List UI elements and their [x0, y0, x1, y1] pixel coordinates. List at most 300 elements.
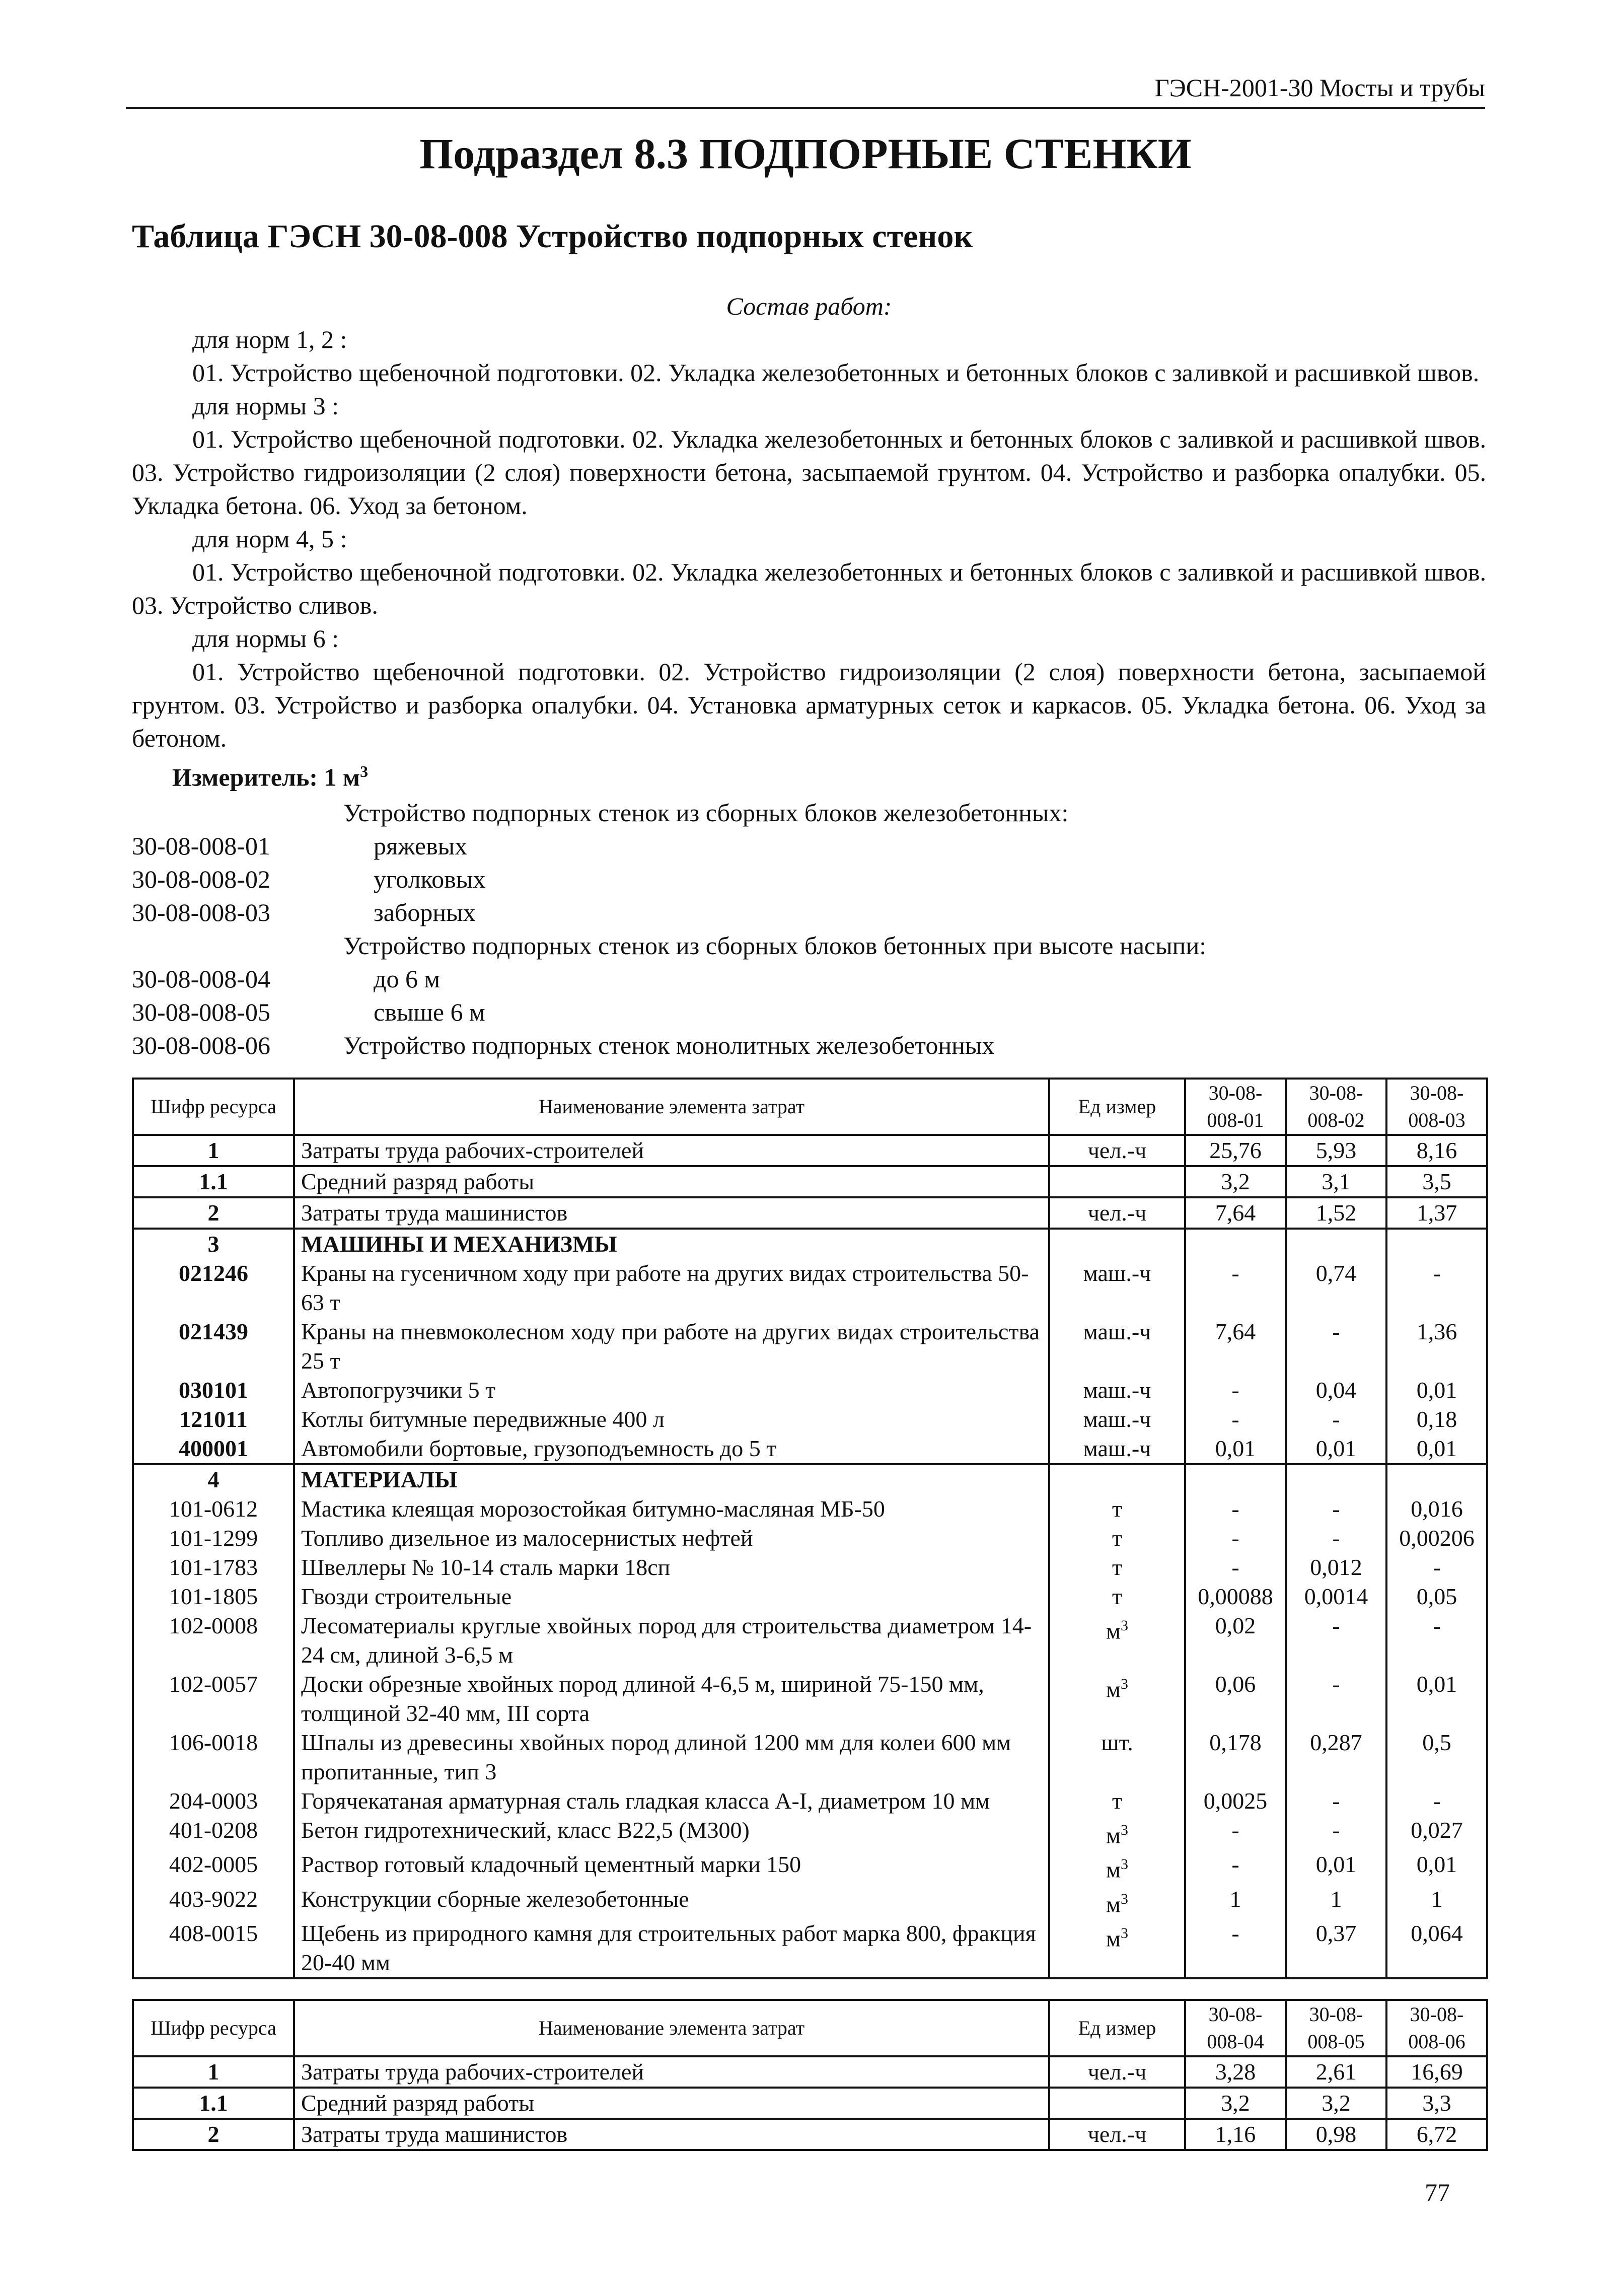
resource-unit [1049, 1229, 1185, 1259]
resource-code-text: 106-0018 [169, 1730, 258, 1755]
resource-name-text: МАШИНЫ И МЕХАНИЗМЫ [301, 1231, 617, 1257]
norm-value-text: - [1231, 1554, 1239, 1580]
resource-code-text: 102-0057 [169, 1671, 258, 1697]
resource-name-text: Щебень из природного камня для строительных работ марка 800, фракция 20-40 мм [301, 1920, 1036, 1975]
norm-value [1185, 1728, 1286, 1786]
resource-code-text: 3 [207, 1231, 219, 1257]
table-row [133, 1229, 1487, 1259]
resource-name-text: Конструкции сборные железобетонные [301, 1886, 689, 1912]
work-composition-heading: Состав работ: [726, 292, 892, 320]
table-header-row [133, 1079, 1487, 1135]
cost-table-2 [132, 1999, 1488, 2151]
norm-value [1286, 1259, 1386, 1317]
norm-name: ряжевых [374, 831, 468, 860]
resource-unit [1049, 1850, 1185, 1884]
resource-unit [1049, 1317, 1185, 1376]
norm-value-text: - [1433, 1260, 1441, 1286]
norm-value [1386, 1464, 1487, 1494]
norm-value [1185, 1919, 1286, 1978]
norm-value [1286, 1405, 1386, 1434]
resource-name [294, 1405, 1049, 1434]
norm-code: 30-08-008-02 [132, 865, 270, 893]
resource-name [294, 1135, 1049, 1166]
page-number: 77 [1425, 2178, 1450, 2206]
norm-value-text: 1 [1229, 1886, 1241, 1912]
norm-value-text: 1,16 [1215, 2121, 1256, 2147]
resource-name-text: Швеллеры № 10-14 сталь марки 18сп [301, 1554, 671, 1580]
resource-name [294, 1464, 1049, 1494]
table-row [133, 2088, 1487, 2119]
measure-sup: 3 [360, 762, 369, 780]
norm-value [1185, 1135, 1286, 1166]
resource-name [294, 2088, 1049, 2119]
norm-value-text: 6,72 [1416, 2121, 1457, 2147]
resource-unit-text: маш.-ч [1083, 1406, 1151, 1432]
norm-value-text: - [1332, 1525, 1340, 1551]
resource-name-text: Мастика клеящая морозостойкая битумно-масляная МБ-50 [301, 1496, 885, 1522]
norm-value-text: - [1332, 1788, 1340, 1814]
norm-value-text: 0,178 [1209, 1730, 1262, 1755]
resource-unit-text: чел.-ч [1087, 2121, 1147, 2147]
norm-value [1286, 1317, 1386, 1376]
norm-value [1185, 1166, 1286, 1197]
norm-value-text: - [1332, 1817, 1340, 1843]
norm-value-text: 0,01 [1416, 1377, 1457, 1403]
resource-unit-text: маш.-ч [1083, 1319, 1151, 1344]
norm-name: Устройство подпорных стенок монолитных железобетонных [343, 1031, 995, 1059]
norm-value [1185, 2088, 1286, 2119]
resource-name [294, 1197, 1049, 1229]
norm-value [1386, 1376, 1487, 1405]
resource-name-text: Затраты труда машинистов [301, 2121, 568, 2147]
norm-value-text: 3,5 [1422, 1169, 1451, 1194]
table-row [133, 1919, 1487, 1978]
resource-name [294, 1582, 1049, 1611]
resource-unit-text: т [1112, 1554, 1123, 1580]
norm-value-text: 3,2 [1221, 2090, 1250, 2116]
norm-value [1386, 1259, 1487, 1317]
norm-value-text: 7,64 [1215, 1200, 1256, 1226]
resource-unit-text: чел.-ч [1087, 2059, 1147, 2085]
col-header-code: Шифр ресурса [133, 2000, 294, 2056]
resource-code [133, 1405, 294, 1434]
measure-value: 1 м [324, 763, 360, 792]
resource-unit [1049, 1464, 1185, 1494]
resource-code [133, 1259, 294, 1317]
resource-code-text: 1.1 [199, 2090, 228, 2116]
resource-name-text: Гвозди строительные [301, 1584, 512, 1609]
norm-value [1286, 1434, 1386, 1464]
norm-group-text: 01. Устройство щебеночной подготовки. 02. Укладка железобетонных и бетонных блоков с заливкой и расшивкой швов. [192, 358, 1480, 387]
table-row [133, 1464, 1487, 1494]
norm-name: заборных [374, 898, 476, 926]
resource-name [294, 1611, 1049, 1670]
norm-value [1185, 1229, 1286, 1259]
table-row [133, 1582, 1487, 1611]
norm-value [1185, 1317, 1286, 1376]
norm-value-text: - [1433, 1554, 1441, 1580]
resource-code [133, 1166, 294, 1197]
norm-value-text: 0,74 [1315, 1260, 1357, 1286]
norm-value [1386, 1434, 1487, 1464]
norm-value [1386, 2119, 1487, 2150]
norm-row [132, 995, 1486, 1029]
norm-value-text: - [1231, 1260, 1239, 1286]
resource-code-text: 402-0005 [169, 1851, 258, 1878]
resource-unit [1049, 1405, 1185, 1434]
norm-value-text: - [1433, 1613, 1441, 1638]
norm-value-text: 3,2 [1322, 2090, 1351, 2116]
table2-body [133, 2056, 1487, 2150]
resource-name-text: Шпалы из древесины хвойных пород длиной 1200 мм для колеи 600 мм пропитанные, тип 3 [301, 1730, 1011, 1784]
norm-value [1185, 2056, 1286, 2088]
resource-name-text: Краны на пневмоколесном ходу при работе на других видах строительства 25 т [301, 1319, 1040, 1374]
norm-value [1286, 1786, 1386, 1816]
resource-unit [1049, 1376, 1185, 1405]
norm-value-text: - [1332, 1496, 1340, 1522]
resource-name-text: Горячекатаная арматурная сталь гладкая класса А-I, диаметром 10 мм [301, 1788, 990, 1814]
resource-name [294, 1786, 1049, 1816]
norm-value-text: 0,064 [1411, 1920, 1463, 1946]
norm-group-label: для нормы 3 : [192, 392, 339, 420]
norm-value [1386, 1850, 1487, 1884]
norm-value-text: 0,02 [1215, 1613, 1256, 1638]
norm-value-text: - [1332, 1613, 1340, 1638]
norm-value-text: 7,64 [1215, 1319, 1256, 1344]
resource-code [133, 1816, 294, 1850]
norm-value [1386, 1728, 1487, 1786]
norm-group-text: 01. Устройство щебеночной подготовки. 02. Устройство гидроизоляции (2 слоя) поверхности бетона, засыпаемой грунтом. 03. Устройство и разборка опалубки. 04. Установка арматурных сеток и каркасов. 05. Укладка бетона. 06. Уход за бетоном. [132, 658, 1486, 752]
col-header-norm: 30-08-008-04 [1185, 2000, 1286, 2056]
resource-name [294, 2056, 1049, 2088]
norm-code: 30-08-008-01 [132, 831, 270, 860]
resource-name-text: Раствор готовый кладочный цементный марки 150 [301, 1851, 801, 1878]
resource-name-text: Доски обрезные хвойных пород длиной 4-6,5 м, шириной 75-150 мм, толщиной 32-40 мм, III сорта [301, 1671, 984, 1726]
resource-name [294, 1850, 1049, 1884]
table-row [133, 1816, 1487, 1850]
subsection-title: Подраздел 8.3 ПОДПОРНЫЕ СТЕНКИ [419, 129, 1192, 178]
norm-value-text: 0,00206 [1399, 1525, 1475, 1551]
resource-code-text: 030101 [179, 1377, 248, 1403]
resource-code-text: 2 [207, 2121, 219, 2147]
norm-value [1386, 1670, 1487, 1728]
norm-group-title: Устройство подпорных стенок из сборных блоков железобетонных: [343, 798, 1069, 827]
resource-name-text: МАТЕРИАЛЫ [301, 1467, 458, 1492]
norm-value-text: 3,2 [1221, 1169, 1250, 1194]
norm-group-title-row [132, 929, 1486, 962]
norm-value [1185, 1434, 1286, 1464]
norm-value-text: - [1231, 1817, 1239, 1843]
table-row [133, 1553, 1487, 1582]
resource-code [133, 1582, 294, 1611]
resource-name [294, 1553, 1049, 1582]
unit-superscript: 3 [1121, 1617, 1129, 1634]
norm-value-text: 0,287 [1310, 1730, 1362, 1755]
resource-unit-text: маш.-ч [1083, 1377, 1151, 1403]
resource-unit-text: м [1106, 1891, 1121, 1917]
resource-code [133, 1464, 294, 1494]
norm-value-text: - [1332, 1319, 1340, 1344]
resource-code [133, 1728, 294, 1786]
resource-unit [1049, 1816, 1185, 1850]
norm-code: 30-08-008-05 [132, 997, 270, 1026]
norm-value [1286, 1816, 1386, 1850]
resource-name-text: Бетон гидротехнический, класс В22,5 (М300) [301, 1817, 750, 1843]
norm-value [1386, 1166, 1487, 1197]
resource-unit [1049, 1611, 1185, 1670]
table-row [133, 1197, 1487, 1229]
resource-name-text: Затраты труда машинистов [301, 1200, 568, 1226]
norm-value-text: 0,01 [1416, 1671, 1457, 1697]
norm-value [1386, 1405, 1487, 1434]
table-row [133, 1786, 1487, 1816]
resource-name [294, 1494, 1049, 1524]
norm-value-text: - [1231, 1377, 1239, 1403]
norm-value-text: 16,69 [1411, 2059, 1463, 2085]
norm-value-text: 25,76 [1209, 1137, 1262, 1163]
table-row [133, 1135, 1487, 1166]
resource-unit [1049, 1885, 1185, 1919]
resource-name-text: Автомобили бортовые, грузоподъемность до 5 т [301, 1436, 777, 1461]
resource-unit-text: т [1112, 1788, 1123, 1814]
resource-code [133, 1317, 294, 1376]
norm-row [132, 962, 1486, 995]
table-title: Таблица ГЭСН 30-08-008 Устройство подпорных стенок [132, 218, 973, 255]
resource-unit-text: чел.-ч [1087, 1200, 1147, 1226]
norm-value-text: 0,18 [1416, 1406, 1457, 1432]
resource-unit-text: маш.-ч [1083, 1436, 1151, 1461]
norm-value [1185, 1582, 1286, 1611]
resource-code-text: 101-1299 [169, 1525, 258, 1551]
norm-value [1286, 1553, 1386, 1582]
resource-unit [1049, 1670, 1185, 1728]
norm-value-text: 0,01 [1315, 1851, 1357, 1878]
resource-code [133, 1786, 294, 1816]
norm-value [1286, 1229, 1386, 1259]
table-row [133, 1376, 1487, 1405]
resource-code-text: 2 [207, 1200, 219, 1226]
norm-value [1185, 1197, 1286, 1229]
norm-value-text: 3,3 [1422, 2090, 1451, 2116]
norm-group-text: 01. Устройство щебеночной подготовки. 02. Укладка железобетонных и бетонных блоков с заливкой и расшивкой швов. 03. Устройство сливов. [132, 558, 1486, 619]
norm-value [1185, 1670, 1286, 1728]
norm-value [1185, 1494, 1286, 1524]
norms-list [132, 796, 1486, 1062]
norm-group-text: 01. Устройство щебеночной подготовки. 02. Укладка железобетонных и бетонных блоков с заливкой и расшивкой швов. 03. Устройство гидроизоляции (2 слоя) поверхности бетона, засыпаемой грунтом. 04. Устройство и разборка опалубки. 05. Укладка бетона. 06. Уход за бетоном. [132, 425, 1486, 520]
table-row [133, 1434, 1487, 1464]
norm-value [1185, 1376, 1286, 1405]
norm-value [1286, 2119, 1386, 2150]
col-header-unit: Ед измер [1049, 2000, 1185, 2056]
resource-name-text: Средний разряд работы [301, 2090, 535, 2116]
norm-value-text: - [1231, 1851, 1239, 1878]
norm-value-text: 1 [1431, 1886, 1443, 1912]
norm-value-text: - [1231, 1525, 1239, 1551]
norm-value [1286, 1524, 1386, 1553]
norm-value-text: 1,37 [1416, 1200, 1457, 1226]
table-row [133, 2056, 1487, 2088]
norm-value [1386, 1816, 1487, 1850]
norm-value [1185, 2119, 1286, 2150]
norm-value-text: 0,37 [1315, 1920, 1357, 1946]
norm-row [132, 1029, 1486, 1062]
resource-unit-text: м [1106, 1618, 1121, 1644]
resource-code [133, 1885, 294, 1919]
unit-superscript: 3 [1121, 1822, 1129, 1838]
unit-superscript: 3 [1121, 1924, 1129, 1942]
norm-value [1386, 2056, 1487, 2088]
table-row [133, 1524, 1487, 1553]
resource-name [294, 1166, 1049, 1197]
norm-value-text: 3,1 [1322, 1169, 1351, 1194]
resource-code-text: 4 [207, 1467, 219, 1492]
resource-unit-text: т [1112, 1584, 1123, 1609]
table-row [133, 2119, 1487, 2150]
resource-code [133, 1611, 294, 1670]
norm-row [132, 829, 1486, 863]
table-row [133, 1611, 1487, 1670]
resource-code-text: 408-0015 [169, 1920, 258, 1946]
resource-name-text: Котлы битумные передвижные 400 л [301, 1406, 665, 1432]
norm-value [1286, 1464, 1386, 1494]
norm-value [1286, 1582, 1386, 1611]
resource-code-text: 204-0003 [169, 1788, 258, 1814]
norm-group-title: Устройство подпорных стенок из сборных блоков бетонных при высоте насыпи: [343, 931, 1207, 960]
resource-code [133, 1434, 294, 1464]
resource-unit [1049, 1259, 1185, 1317]
resource-code [133, 1135, 294, 1166]
resource-unit-text: м [1106, 1822, 1121, 1848]
norm-value [1386, 1494, 1487, 1524]
resource-unit-text: м [1106, 1856, 1121, 1883]
norm-value [1386, 1919, 1487, 1978]
resource-unit [1049, 2119, 1185, 2150]
table-row [133, 1405, 1487, 1434]
norm-value [1185, 1259, 1286, 1317]
norm-code: 30-08-008-06 [132, 1031, 270, 1059]
cost-table-1 [132, 1078, 1488, 1979]
norm-value-text: 0,0014 [1304, 1584, 1368, 1609]
resource-name [294, 1376, 1049, 1405]
norm-code: 30-08-008-04 [132, 964, 270, 993]
resource-name-text: Топливо дизельное из малосернистых нефтей [301, 1525, 753, 1551]
resource-code-text: 1.1 [199, 1169, 228, 1194]
norm-value [1286, 1850, 1386, 1884]
resource-unit-text: м [1106, 1676, 1121, 1702]
norm-value [1185, 1524, 1286, 1553]
norm-value [1286, 1197, 1386, 1229]
unit-superscript: 3 [1121, 1856, 1129, 1873]
resource-unit [1049, 2088, 1185, 2119]
norm-value-text: 0,04 [1315, 1377, 1357, 1403]
norm-value [1185, 1850, 1286, 1884]
norm-value-text: 0,01 [1416, 1436, 1457, 1461]
resource-unit-text: маш.-ч [1083, 1260, 1151, 1286]
resource-unit-text: чел.-ч [1087, 1137, 1147, 1163]
norm-value-text: 5,93 [1315, 1137, 1357, 1163]
norm-value-text: 0,01 [1315, 1436, 1357, 1461]
resource-unit-text: т [1112, 1525, 1123, 1551]
col-header-name: Наименование элемента затрат [294, 1079, 1049, 1135]
resource-code-text: 403-9022 [169, 1886, 258, 1912]
resource-code [133, 1919, 294, 1978]
norm-value [1386, 1229, 1487, 1259]
work-composition [132, 290, 1486, 1062]
resource-code [133, 2056, 294, 2088]
norm-value [1286, 1135, 1386, 1166]
norm-value-text: 0,98 [1315, 2121, 1357, 2147]
resource-code-text: 102-0008 [169, 1613, 258, 1638]
measure-label: Измеритель: [172, 763, 318, 792]
norm-value-text: - [1433, 1788, 1441, 1814]
norm-value-text: 1,36 [1416, 1319, 1457, 1344]
resource-unit [1049, 1197, 1185, 1229]
norm-value-text: - [1332, 1406, 1340, 1432]
norm-value-text: 3,28 [1215, 2059, 1256, 2085]
resource-unit [1049, 1553, 1185, 1582]
norm-group-label: для норм 4, 5 : [192, 525, 347, 553]
norm-value [1386, 1582, 1487, 1611]
norm-value [1386, 1135, 1487, 1166]
resource-name-text: Средний разряд работы [301, 1169, 535, 1194]
resource-code [133, 1553, 294, 1582]
norm-value [1286, 1166, 1386, 1197]
unit-superscript: 3 [1121, 1676, 1129, 1692]
table-row [133, 1259, 1487, 1317]
col-header-code: Шифр ресурса [133, 1079, 294, 1135]
resource-name [294, 1259, 1049, 1317]
running-head: ГЭСН-2001-30 Мосты и трубы [126, 71, 1485, 109]
resource-name [294, 1885, 1049, 1919]
resource-unit-text: т [1112, 1496, 1123, 1522]
norm-value-text: 8,16 [1416, 1137, 1457, 1163]
norm-value [1386, 1611, 1487, 1670]
norm-value [1286, 1494, 1386, 1524]
unit-superscript: 3 [1121, 1890, 1129, 1907]
resource-code-text: 021439 [179, 1319, 248, 1344]
table-row [133, 1728, 1487, 1786]
norm-value-text: 0,06 [1215, 1671, 1256, 1697]
norm-value [1185, 1611, 1286, 1670]
norm-value-text: 1,52 [1315, 1200, 1357, 1226]
norm-value-text: 0,0025 [1203, 1788, 1268, 1814]
norm-value [1286, 1376, 1386, 1405]
resource-unit [1049, 2056, 1185, 2088]
col-header-name: Наименование элемента затрат [294, 2000, 1049, 2056]
resource-name [294, 1434, 1049, 1464]
resource-code [133, 1197, 294, 1229]
resource-name [294, 1229, 1049, 1259]
norm-value [1286, 1885, 1386, 1919]
norm-value-text: - [1231, 1406, 1239, 1432]
norm-value [1286, 2088, 1386, 2119]
col-header-norm: 30-08-008-02 [1286, 1079, 1386, 1135]
resource-code [133, 1670, 294, 1728]
norm-value [1185, 1786, 1286, 1816]
resource-code-text: 021246 [179, 1260, 248, 1286]
norm-value [1386, 1885, 1487, 1919]
resource-code [133, 2088, 294, 2119]
measure-line [132, 755, 1486, 794]
resource-name [294, 1317, 1049, 1376]
norm-group-label: для нормы 6 : [192, 624, 339, 653]
resource-code-text: 101-1805 [169, 1584, 258, 1609]
norm-value [1286, 1670, 1386, 1728]
norm-value [1386, 1197, 1487, 1229]
norm-value-text: 0,01 [1215, 1436, 1256, 1461]
resource-name [294, 1919, 1049, 1978]
resource-code-text: 1 [207, 1137, 219, 1163]
